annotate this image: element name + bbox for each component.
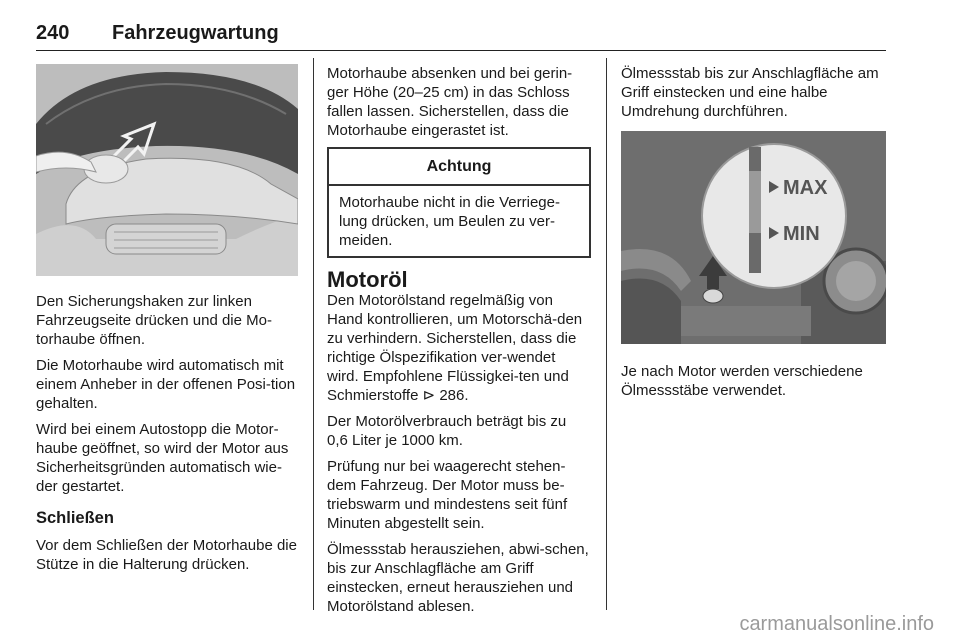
warning-title: Achtung (329, 149, 589, 186)
oil-consumption-paragraph: Der Motorölverbrauch beträgt bis zu 0,6 Liter je 1000 km. (327, 413, 567, 449)
min-label: MIN (783, 223, 820, 245)
header-divider (36, 50, 886, 51)
page-title: Fahrzeugwartung (112, 22, 279, 44)
hood-lower-paragraph: Motorhaube absenken und bei gerin-ger Höhe (20–25 cm) in das Schloss fallen lassen. Sicherstellen, dass die Motorhaube eingerastet ist. (327, 65, 573, 139)
dipstick-figure (621, 131, 886, 344)
watermark: carmanualsonline.info (739, 613, 934, 635)
column-right (621, 64, 886, 407)
column-left (36, 64, 298, 581)
dipstick-variants-paragraph: Je nach Motor werden verschiedene Ölmessstäbe verwendet. (621, 363, 863, 399)
column-middle (327, 64, 591, 623)
oil-dipstick-illustration-icon (621, 131, 886, 344)
hood-figure (36, 64, 298, 276)
page-header (36, 22, 886, 52)
oil-conditions-paragraph: Prüfung nur bei waagerecht stehen-dem Fahrzeug. Der Motor muss be-triebswarm und mindestens seit fünf Minuten abgestellt sein. (327, 458, 568, 532)
hood-lift-paragraph: Die Motorhaube wird automatisch mit einem Anheber in der offenen Posi-tion gehalten. (36, 357, 296, 412)
hood-open-paragraph: Den Sicherungshaken zur linken Fahrzeugseite drücken und die Mo-torhaube öffnen. (36, 293, 272, 348)
column-divider (313, 58, 314, 610)
warning-text: Motorhaube nicht in die Verriege-lung drücken, um Beulen zu ver-meiden. (339, 194, 560, 249)
autostop-paragraph: Wird bei einem Autostopp die Motor-haube geöffnet, so wird der Motor aus Sicherheitsgründen automatisch wie-der gestartet. (36, 421, 289, 495)
max-label: MAX (783, 177, 828, 199)
dipstick-insert-paragraph: Ölmessstab bis zur Anschlagfläche am Griff einstecken und eine halbe Umdrehung durchführen. (621, 65, 879, 120)
closing-heading: Schließen (36, 509, 114, 527)
dipstick-read-paragraph: Ölmessstab herausziehen, abwi-schen, bis zur Anschlagfläche am Griff einstecken, erneut herausziehen und Motorölstand ablesen. (327, 541, 589, 615)
closing-paragraph: Vor dem Schließen der Motorhaube die Stütze in die Halterung drücken. (36, 537, 297, 573)
warning-box (327, 147, 591, 258)
raised-hood-illustration-icon (36, 64, 298, 276)
page-number: 240 (36, 22, 70, 44)
engine-oil-heading: Motoröl (327, 267, 408, 292)
column-divider (606, 58, 607, 610)
oil-check-paragraph: Den Motorölstand regelmäßig von Hand kontrollieren, um Motorschä-den zu verhindern. Sicherstellen, dass die richtige Ölspezifikation ver-wendet wird. Empfohlene Flüssigkei-ten und Schmierstoffe ⊳ 286. (327, 292, 583, 404)
